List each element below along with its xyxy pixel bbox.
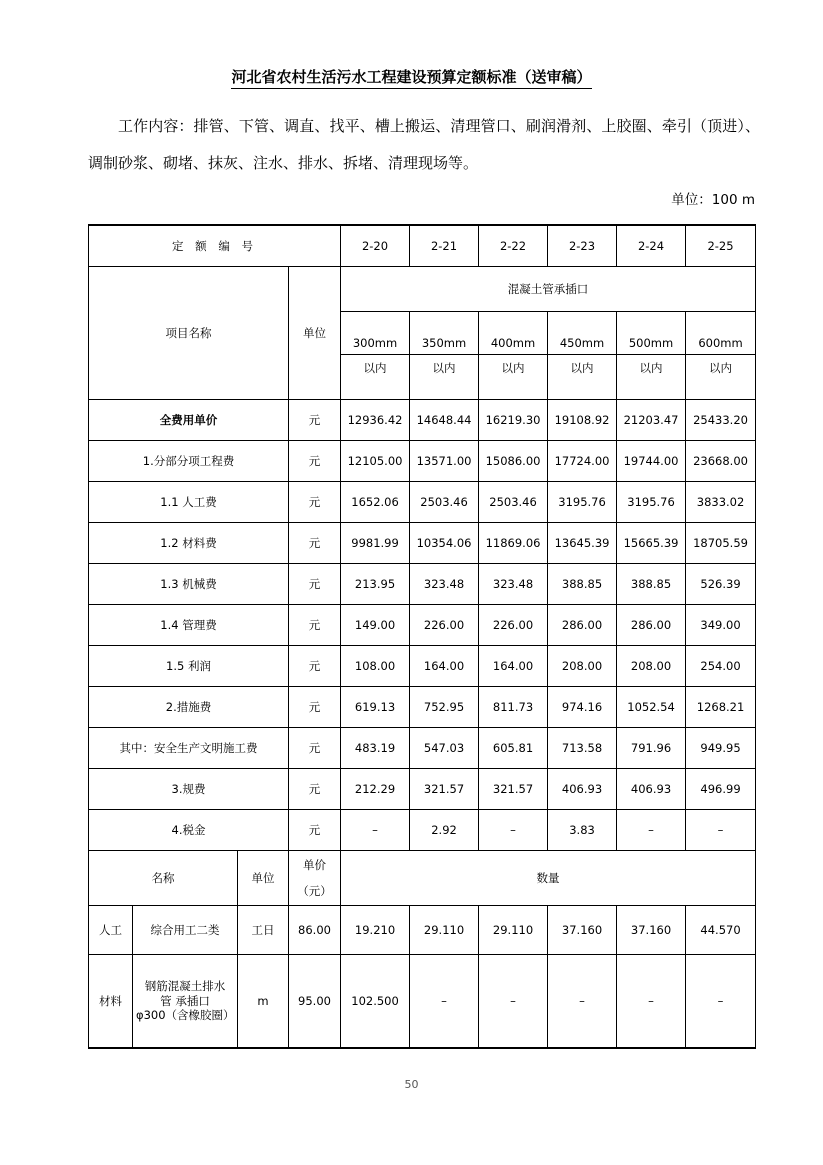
- work-content-paragraph: 工作内容：排管、下管、调直、找平、槽上搬运、清理管口、刷润滑剂、上胶圈、牵引（顶进）、调制砂浆、砌堵、抹灰、注水、排水、拆堵、清理现场等。: [88, 117, 760, 172]
- resource-name-1-line3: φ300（含橡胶圈）: [136, 1008, 235, 1023]
- row-value-5-2: 226.00: [479, 605, 548, 646]
- row-value-1-0: 12105.00: [341, 441, 410, 482]
- row-value-7-5: 1268.21: [686, 687, 756, 728]
- table-row-resource-header: [89, 851, 756, 906]
- row-value-2-4: 3195.76: [617, 482, 686, 523]
- row-unit-7: 元: [289, 687, 341, 728]
- row-label-0: 全费用单价: [89, 400, 289, 441]
- row-label-1: 1.分部分项工程费: [89, 441, 289, 482]
- quota-table-wrapper: [88, 224, 755, 1049]
- table-row: [89, 441, 756, 482]
- row-value-5-0: 149.00: [341, 605, 410, 646]
- row-value-6-2: 164.00: [479, 646, 548, 687]
- resource-header-price-line2: （元）: [297, 884, 332, 898]
- row-value-10-5: –: [686, 810, 756, 851]
- row-value-10-3: 3.83: [548, 810, 617, 851]
- row-value-0-5: 25433.20: [686, 400, 756, 441]
- row-value-8-0: 483.19: [341, 728, 410, 769]
- row-label-5: 1.4 管理费: [89, 605, 289, 646]
- row-unit-10: 元: [289, 810, 341, 851]
- row-unit-0: 元: [289, 400, 341, 441]
- header-code-3: 2-23: [548, 225, 617, 267]
- row-value-2-2: 2503.46: [479, 482, 548, 523]
- row-value-6-0: 108.00: [341, 646, 410, 687]
- row-value-7-0: 619.13: [341, 687, 410, 728]
- table-row: [89, 728, 756, 769]
- row-value-3-1: 10354.06: [410, 523, 479, 564]
- row-label-4: 1.3 机械费: [89, 564, 289, 605]
- header-diameter-4: 500mm: [617, 312, 686, 355]
- row-value-8-3: 713.58: [548, 728, 617, 769]
- resource-qty-0-2: 29.110: [479, 906, 548, 955]
- header-within-5: 以内: [686, 355, 756, 400]
- resource-qty-0-4: 37.160: [617, 906, 686, 955]
- row-value-3-2: 11869.06: [479, 523, 548, 564]
- row-value-10-4: –: [617, 810, 686, 851]
- resource-name-1-line1: 钢筋混凝土排水: [144, 979, 226, 994]
- row-value-4-1: 323.48: [410, 564, 479, 605]
- resource-price-0: 86.00: [289, 906, 341, 955]
- row-unit-4: 元: [289, 564, 341, 605]
- row-value-10-2: –: [479, 810, 548, 851]
- header-quota-code-label: 定 额 编 号: [89, 225, 341, 267]
- resource-name-1: [133, 955, 238, 1049]
- table-row: [89, 523, 756, 564]
- header-code-5: 2-25: [686, 225, 756, 267]
- resource-qty-0-0: 19.210: [341, 906, 410, 955]
- table-row: [89, 687, 756, 728]
- row-value-0-4: 21203.47: [617, 400, 686, 441]
- row-value-6-3: 208.00: [548, 646, 617, 687]
- resource-qty-0-3: 37.160: [548, 906, 617, 955]
- row-value-8-5: 949.95: [686, 728, 756, 769]
- row-value-6-5: 254.00: [686, 646, 756, 687]
- header-within-0: 以内: [341, 355, 410, 400]
- row-label-6: 1.5 利润: [89, 646, 289, 687]
- row-value-2-0: 1652.06: [341, 482, 410, 523]
- row-value-8-2: 605.81: [479, 728, 548, 769]
- row-unit-9: 元: [289, 769, 341, 810]
- resource-qty-0-5: 44.570: [686, 906, 756, 955]
- table-row: [89, 646, 756, 687]
- row-value-2-1: 2503.46: [410, 482, 479, 523]
- row-value-8-4: 791.96: [617, 728, 686, 769]
- table-row-quota-code: [89, 225, 756, 267]
- row-value-5-4: 286.00: [617, 605, 686, 646]
- header-diameter-1: 350mm: [410, 312, 479, 355]
- resource-unit-1: m: [238, 955, 289, 1049]
- row-unit-5: 元: [289, 605, 341, 646]
- row-label-10: 4.税金: [89, 810, 289, 851]
- row-value-0-0: 12936.42: [341, 400, 410, 441]
- table-row-group-header: [89, 267, 756, 312]
- row-value-9-4: 406.93: [617, 769, 686, 810]
- page-number: 50: [404, 1078, 419, 1091]
- header-within-3: 以内: [548, 355, 617, 400]
- resource-header-price-line1: 单价: [303, 857, 327, 872]
- row-value-4-0: 213.95: [341, 564, 410, 605]
- row-value-2-5: 3833.02: [686, 482, 756, 523]
- table-row: [89, 482, 756, 523]
- row-value-10-0: –: [341, 810, 410, 851]
- row-value-9-3: 406.93: [548, 769, 617, 810]
- header-pipe-group-label: 混凝土管承插口: [341, 267, 756, 312]
- row-value-3-0: 9981.99: [341, 523, 410, 564]
- table-row-resource-material: [89, 955, 756, 1049]
- header-diameter-0: 300mm: [341, 312, 410, 355]
- row-label-8: 其中：安全生产文明施工费: [89, 728, 289, 769]
- resource-qty-1-0: 102.500: [341, 955, 410, 1049]
- row-value-7-3: 974.16: [548, 687, 617, 728]
- header-diameter-3: 450mm: [548, 312, 617, 355]
- row-value-3-3: 13645.39: [548, 523, 617, 564]
- page-title-text: 河北省农村生活污水工程建设预算定额标准（送审稿）: [231, 68, 591, 89]
- row-value-0-3: 19108.92: [548, 400, 617, 441]
- row-value-4-2: 323.48: [479, 564, 548, 605]
- row-unit-3: 元: [289, 523, 341, 564]
- row-unit-6: 元: [289, 646, 341, 687]
- row-value-5-5: 349.00: [686, 605, 756, 646]
- row-value-1-3: 17724.00: [548, 441, 617, 482]
- row-value-7-1: 752.95: [410, 687, 479, 728]
- table-row: [89, 810, 756, 851]
- resource-name-1-line2: 管 承插口: [160, 993, 210, 1008]
- resource-name-0: 综合用工二类: [133, 906, 238, 955]
- row-value-1-4: 19744.00: [617, 441, 686, 482]
- header-code-4: 2-24: [617, 225, 686, 267]
- table-row: [89, 605, 756, 646]
- row-value-1-5: 23668.00: [686, 441, 756, 482]
- row-value-0-1: 14648.44: [410, 400, 479, 441]
- quota-table: [88, 224, 756, 1049]
- row-value-3-5: 18705.59: [686, 523, 756, 564]
- resource-category-0: 人工: [89, 906, 133, 955]
- header-diameter-2: 400mm: [479, 312, 548, 355]
- resource-qty-1-2: –: [479, 955, 548, 1049]
- row-value-8-1: 547.03: [410, 728, 479, 769]
- row-value-10-1: 2.92: [410, 810, 479, 851]
- header-unit-label: 单位: [289, 267, 341, 400]
- resource-header-unit: 单位: [238, 851, 289, 906]
- header-code-2: 2-22: [479, 225, 548, 267]
- table-row: [89, 769, 756, 810]
- resource-qty-1-1: –: [410, 955, 479, 1049]
- row-value-9-1: 321.57: [410, 769, 479, 810]
- row-value-5-1: 226.00: [410, 605, 479, 646]
- row-value-7-4: 1052.54: [617, 687, 686, 728]
- resource-price-1: 95.00: [289, 955, 341, 1049]
- row-unit-2: 元: [289, 482, 341, 523]
- table-row: [89, 400, 756, 441]
- resource-qty-0-1: 29.110: [410, 906, 479, 955]
- row-label-7: 2.措施费: [89, 687, 289, 728]
- row-value-3-4: 15665.39: [617, 523, 686, 564]
- resource-header-name: 名称: [89, 851, 238, 906]
- header-within-2: 以内: [479, 355, 548, 400]
- resource-qty-1-5: –: [686, 955, 756, 1049]
- header-code-0: 2-20: [341, 225, 410, 267]
- resource-unit-0: 工日: [238, 906, 289, 955]
- table-row-resource-labor: [89, 906, 756, 955]
- row-value-9-5: 496.99: [686, 769, 756, 810]
- row-value-4-5: 526.39: [686, 564, 756, 605]
- header-diameter-5: 600mm: [686, 312, 756, 355]
- header-within-1: 以内: [410, 355, 479, 400]
- header-within-4: 以内: [617, 355, 686, 400]
- row-unit-8: 元: [289, 728, 341, 769]
- row-value-7-2: 811.73: [479, 687, 548, 728]
- row-label-2: 1.1 人工费: [89, 482, 289, 523]
- table-row: [89, 564, 756, 605]
- row-value-5-3: 286.00: [548, 605, 617, 646]
- row-unit-1: 元: [289, 441, 341, 482]
- row-value-0-2: 16219.30: [479, 400, 548, 441]
- row-value-9-2: 321.57: [479, 769, 548, 810]
- row-value-9-0: 212.29: [341, 769, 410, 810]
- row-value-6-1: 164.00: [410, 646, 479, 687]
- unit-note: 单位：100 m: [671, 192, 755, 208]
- resource-category-1: 材料: [89, 955, 133, 1049]
- resource-header-price: [289, 851, 341, 906]
- resource-qty-1-4: –: [617, 955, 686, 1049]
- resource-header-quantity: 数量: [341, 851, 756, 906]
- row-value-1-1: 13571.00: [410, 441, 479, 482]
- row-label-3: 1.2 材料费: [89, 523, 289, 564]
- header-item-name-label: 项目名称: [89, 267, 289, 400]
- resource-qty-1-3: –: [548, 955, 617, 1049]
- page-title: [0, 66, 823, 87]
- row-value-2-3: 3195.76: [548, 482, 617, 523]
- row-value-4-4: 388.85: [617, 564, 686, 605]
- row-value-4-3: 388.85: [548, 564, 617, 605]
- row-label-9: 3.规费: [89, 769, 289, 810]
- row-value-6-4: 208.00: [617, 646, 686, 687]
- header-code-1: 2-21: [410, 225, 479, 267]
- row-value-1-2: 15086.00: [479, 441, 548, 482]
